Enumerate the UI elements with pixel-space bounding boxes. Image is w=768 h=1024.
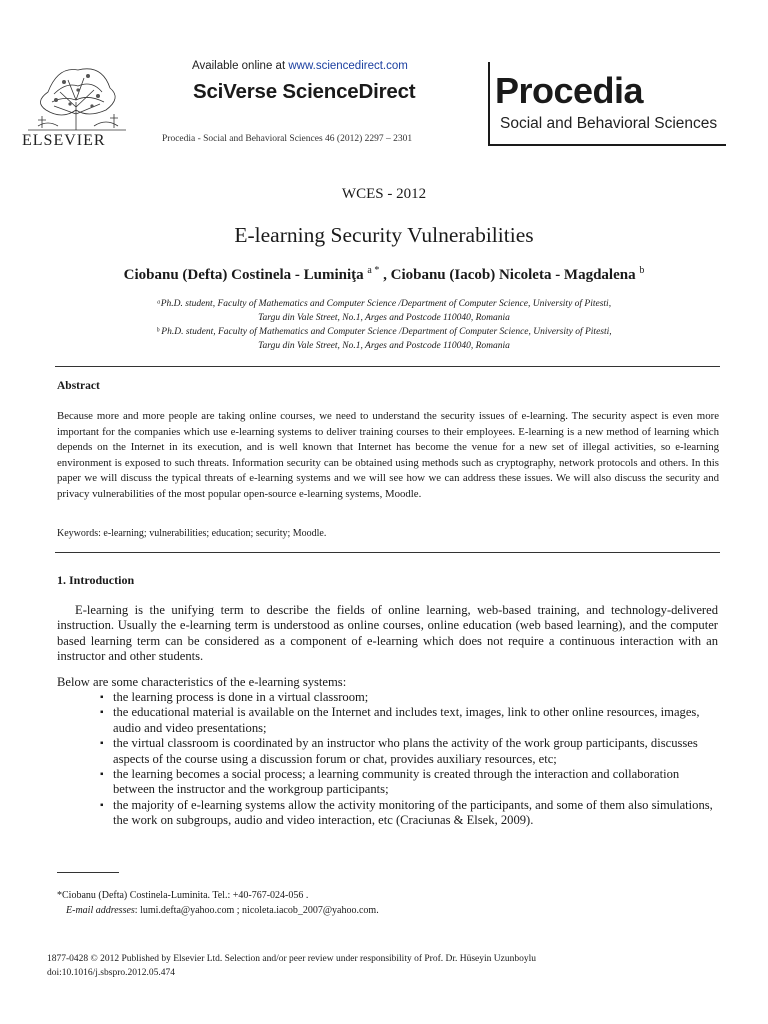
list-item-text: the learning process is done in a virtual classroom; [113, 690, 369, 704]
characteristics-intro: Below are some characteristics of the e-learning systems: [57, 675, 347, 689]
list-item-text: the learning becomes a social process; a learning community is created through the interaction and collaboration between the instructor and the workgroup participants; [113, 767, 680, 797]
available-online-line [192, 60, 408, 72]
list-item [100, 797, 723, 829]
bullet-icon: ▪ [100, 769, 104, 781]
abstract-heading: Abstract [57, 380, 100, 392]
email-label: E-mail addresses [66, 905, 135, 916]
email-addresses[interactable]: : lumi.defta@yahoo.com ; nicoleta.iacob_2007@yahoo.com. [134, 905, 379, 916]
keywords: Keywords: e-learning; vulnerabilities; education; security; Moodle. [57, 528, 327, 539]
list-item [100, 736, 723, 767]
introduction-paragraph [57, 603, 718, 665]
conference-name: WCES - 2012 [341, 186, 427, 202]
author-separator: , [379, 267, 391, 283]
author-1: Ciobanu (Defta) Costinela - Luminiţa [123, 267, 364, 283]
procedia-frame-left [488, 62, 490, 146]
available-online-text: Available online at [192, 60, 289, 72]
doi-line: doi:10.1016/j.sbspro.2012.05.474 [47, 968, 175, 978]
bullet-icon: ▪ [100, 692, 104, 703]
author-2-sup: b [639, 265, 645, 276]
author-1-sup: a * [367, 265, 380, 276]
affiliation-b-line2: Targu din Vale Street, No.1, Arges and Postcode 110040, Romania [258, 341, 510, 351]
abstract-top-rule [55, 366, 720, 367]
list-item-text: the educational material is available on the Internet and includes text, images, link to other online resources, images, audio and video presentations; [113, 705, 700, 735]
footnote-emails [66, 905, 379, 916]
sciverse-sciencedirect-logo: SciVerse ScienceDirect [193, 80, 416, 103]
bullet-icon: ▪ [100, 799, 104, 811]
introduction-text: E-learning is the unifying term to describe the fields of online learning, web-based training, and technology-delivered instruction. Usually the e-learning term is understood as online courses, online education (web based learning), and the computer based learning term can be considered as a component of e-learning which does not require a continuous interaction with an instructor and other students. [57, 603, 718, 664]
affiliation-a-line2: Targu din Vale Street, No.1, Arges and Postcode 110040, Romania [258, 313, 510, 323]
footnote-rule [57, 872, 119, 873]
procedia-frame-bottom [488, 144, 726, 146]
copyright-notice [47, 952, 536, 980]
characteristics-list [100, 690, 723, 829]
paper-title: E-learning Security Vulnerabilities [234, 223, 534, 247]
list-item-text: the majority of e-learning systems allow the activity monitoring of the participants, and some of them also simulations, the work on subgroups, audio and video interaction, etc (Craciunas & Elsek, 2009). [113, 797, 713, 828]
list-item [100, 705, 723, 736]
bullet-icon: ▪ [100, 707, 104, 719]
bullet-icon: ▪ [100, 738, 104, 750]
list-item [100, 690, 723, 705]
footnote-corresponding-author: *Ciobanu (Defta) Costinela-Luminita. Tel.: +40-767-024-056 . [57, 890, 309, 901]
abstract-bottom-rule [55, 552, 720, 553]
elsevier-wordmark: ELSEVIER [22, 132, 106, 149]
journal-citation: Procedia - Social and Behavioral Sciences 46 (2012) 2297 – 2301 [162, 134, 413, 144]
section-heading-introduction: 1. Introduction [57, 573, 135, 587]
list-item [100, 767, 723, 798]
affiliation-b-line1: ᵇ Ph.D. student, Faculty of Mathematics and Computer Science /Department of Computer Science, University of Pitesti, [156, 327, 612, 337]
copyright-line: 1877-0428 © 2012 Published by Elsevier Ltd. Selection and/or peer review under responsibility of Prof. Dr. Hüseyin Uzunboylu [47, 954, 536, 964]
list-item-text: the virtual classroom is coordinated by an instructor who plans the activity of the work group participants, discusses aspects of the course using a discussion forum or chat, provides auxiliary resources, etc; [113, 736, 698, 766]
procedia-subtitle: Social and Behavioral Sciences [500, 115, 718, 132]
affiliation-a-line1: ᵃPh.D. student, Faculty of Mathematics and Computer Science /Department of Computer Science, University of Pitesti, [156, 299, 612, 309]
author-2: Ciobanu (Iacob) Nicoleta - Magdalena [390, 267, 636, 283]
author-line [0, 265, 768, 284]
sciencedirect-link[interactable]: www.sciencedirect.com [288, 60, 408, 72]
abstract-body: Because more and more people are taking online courses, we need to understand the security issues of e-learning. The security aspect is even more important for the companies which use e-learning systems to deliver training courses to their employees. E-learning is a new method of learning which depends on the Internet in its execution, and is well known that Internet has become the venue for a new set of illegal activities, so e-learning environment is exposed to such threats. Information security can be obtained using methods such as cryptography, network protocols and others. In this paper we will discuss the typical threats of e-learning systems and we will see how we can address these issues. We will also discuss the security and privacy vulnerabilities of the most popular open-source e-learning systems, Moodle. [57, 410, 719, 500]
procedia-logo: Procedia [495, 70, 644, 111]
